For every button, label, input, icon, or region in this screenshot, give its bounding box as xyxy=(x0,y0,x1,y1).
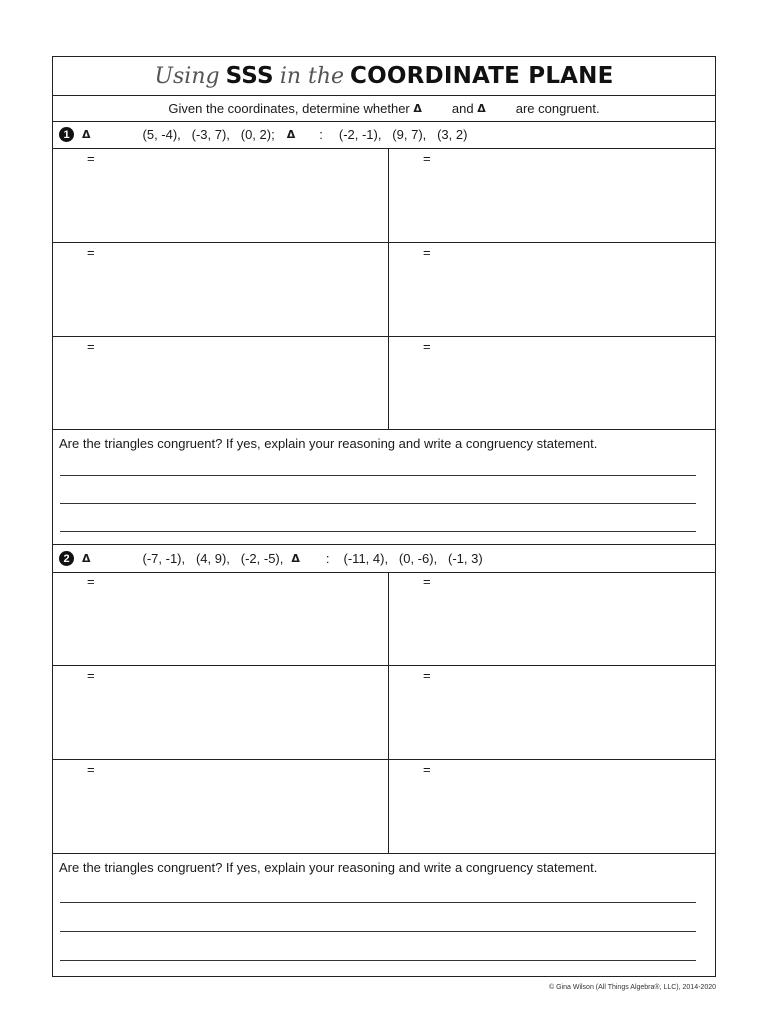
equals-sign: = xyxy=(87,245,95,260)
instructions-and: and xyxy=(451,100,474,116)
work-cell[interactable] xyxy=(53,149,389,243)
problem-2-tri1-coords: (-7, -1), (4, 9), (-2, -5), xyxy=(142,551,284,566)
equals-sign: = xyxy=(423,339,431,354)
problem-number-badge: 2 xyxy=(59,551,74,566)
instructions xyxy=(53,95,715,122)
work-cell[interactable] xyxy=(53,337,389,430)
work-cell[interactable] xyxy=(389,666,715,760)
answer-line[interactable] xyxy=(60,503,696,504)
equals-sign: = xyxy=(423,762,431,777)
worksheet xyxy=(52,56,716,977)
title-row xyxy=(53,57,715,96)
equals-sign: = xyxy=(87,151,95,166)
triangle-symbol: Δ xyxy=(286,128,296,141)
problem-2-answer-area xyxy=(53,854,715,976)
problem-1-tri2-coords: (-2, -1), (9, 7), (3, 2) xyxy=(338,127,468,142)
title-coordinate-plane: COORDINATE PLANE xyxy=(350,63,614,89)
work-cell[interactable] xyxy=(389,243,715,337)
work-cell[interactable] xyxy=(389,760,715,854)
answer-line[interactable] xyxy=(60,960,696,961)
work-cell[interactable] xyxy=(53,572,389,666)
answer-line[interactable] xyxy=(60,475,696,476)
title-script-using: Using xyxy=(154,63,220,89)
work-cell[interactable] xyxy=(53,760,389,854)
equals-sign: = xyxy=(423,151,431,166)
problem-1-colon: : xyxy=(319,127,323,142)
problem-2-colon: : xyxy=(325,551,330,566)
work-cell[interactable] xyxy=(389,337,715,430)
equals-sign: = xyxy=(423,574,431,589)
answer-line[interactable] xyxy=(60,931,696,932)
problem-1-answer-area xyxy=(53,430,715,545)
answer-line[interactable] xyxy=(60,902,696,903)
triangle-symbol: Δ xyxy=(291,552,300,565)
triangle-symbol: Δ xyxy=(82,128,91,141)
triangle-symbol: Δ xyxy=(413,101,422,115)
work-cell[interactable] xyxy=(53,243,389,337)
equals-sign: = xyxy=(87,574,95,589)
triangle-symbol: Δ xyxy=(82,552,91,565)
title-script-in-the: in the xyxy=(279,63,345,89)
copyright-notice: © Gina Wilson (All Things Algebra®, LLC), 2014-2020 xyxy=(549,984,716,991)
work-cell[interactable] xyxy=(389,572,715,666)
equals-sign: = xyxy=(423,245,431,260)
work-cell[interactable] xyxy=(389,149,715,243)
instructions-before: Given the coordinates, determine whether xyxy=(168,100,410,116)
triangle-symbol: Δ xyxy=(477,101,486,115)
equals-sign: = xyxy=(87,339,95,354)
problem-2-work-grid xyxy=(53,572,715,854)
instructions-after: are congruent. xyxy=(515,100,600,116)
problem-number-badge: 1 xyxy=(59,127,74,142)
answer-prompt: Are the triangles congruent? If yes, explain your reasoning and write a congruency statement. xyxy=(59,436,598,451)
problem-1-tri1-coords: (5, -4), (-3, 7), (0, 2); xyxy=(142,127,275,142)
problem-1-work-grid xyxy=(53,149,715,430)
equals-sign: = xyxy=(423,668,431,683)
problem-2-header xyxy=(53,545,715,573)
work-cell[interactable] xyxy=(53,666,389,760)
problem-1-header xyxy=(53,121,715,149)
equals-sign: = xyxy=(87,668,95,683)
answer-prompt: Are the triangles congruent? If yes, explain your reasoning and write a congruency statement. xyxy=(59,860,598,875)
answer-line[interactable] xyxy=(60,531,696,532)
equals-sign: = xyxy=(87,762,95,777)
problem-2-tri2-coords: (-11, 4), (0, -6), (-1, 3) xyxy=(343,551,483,566)
title-sss: SSS xyxy=(225,63,274,89)
